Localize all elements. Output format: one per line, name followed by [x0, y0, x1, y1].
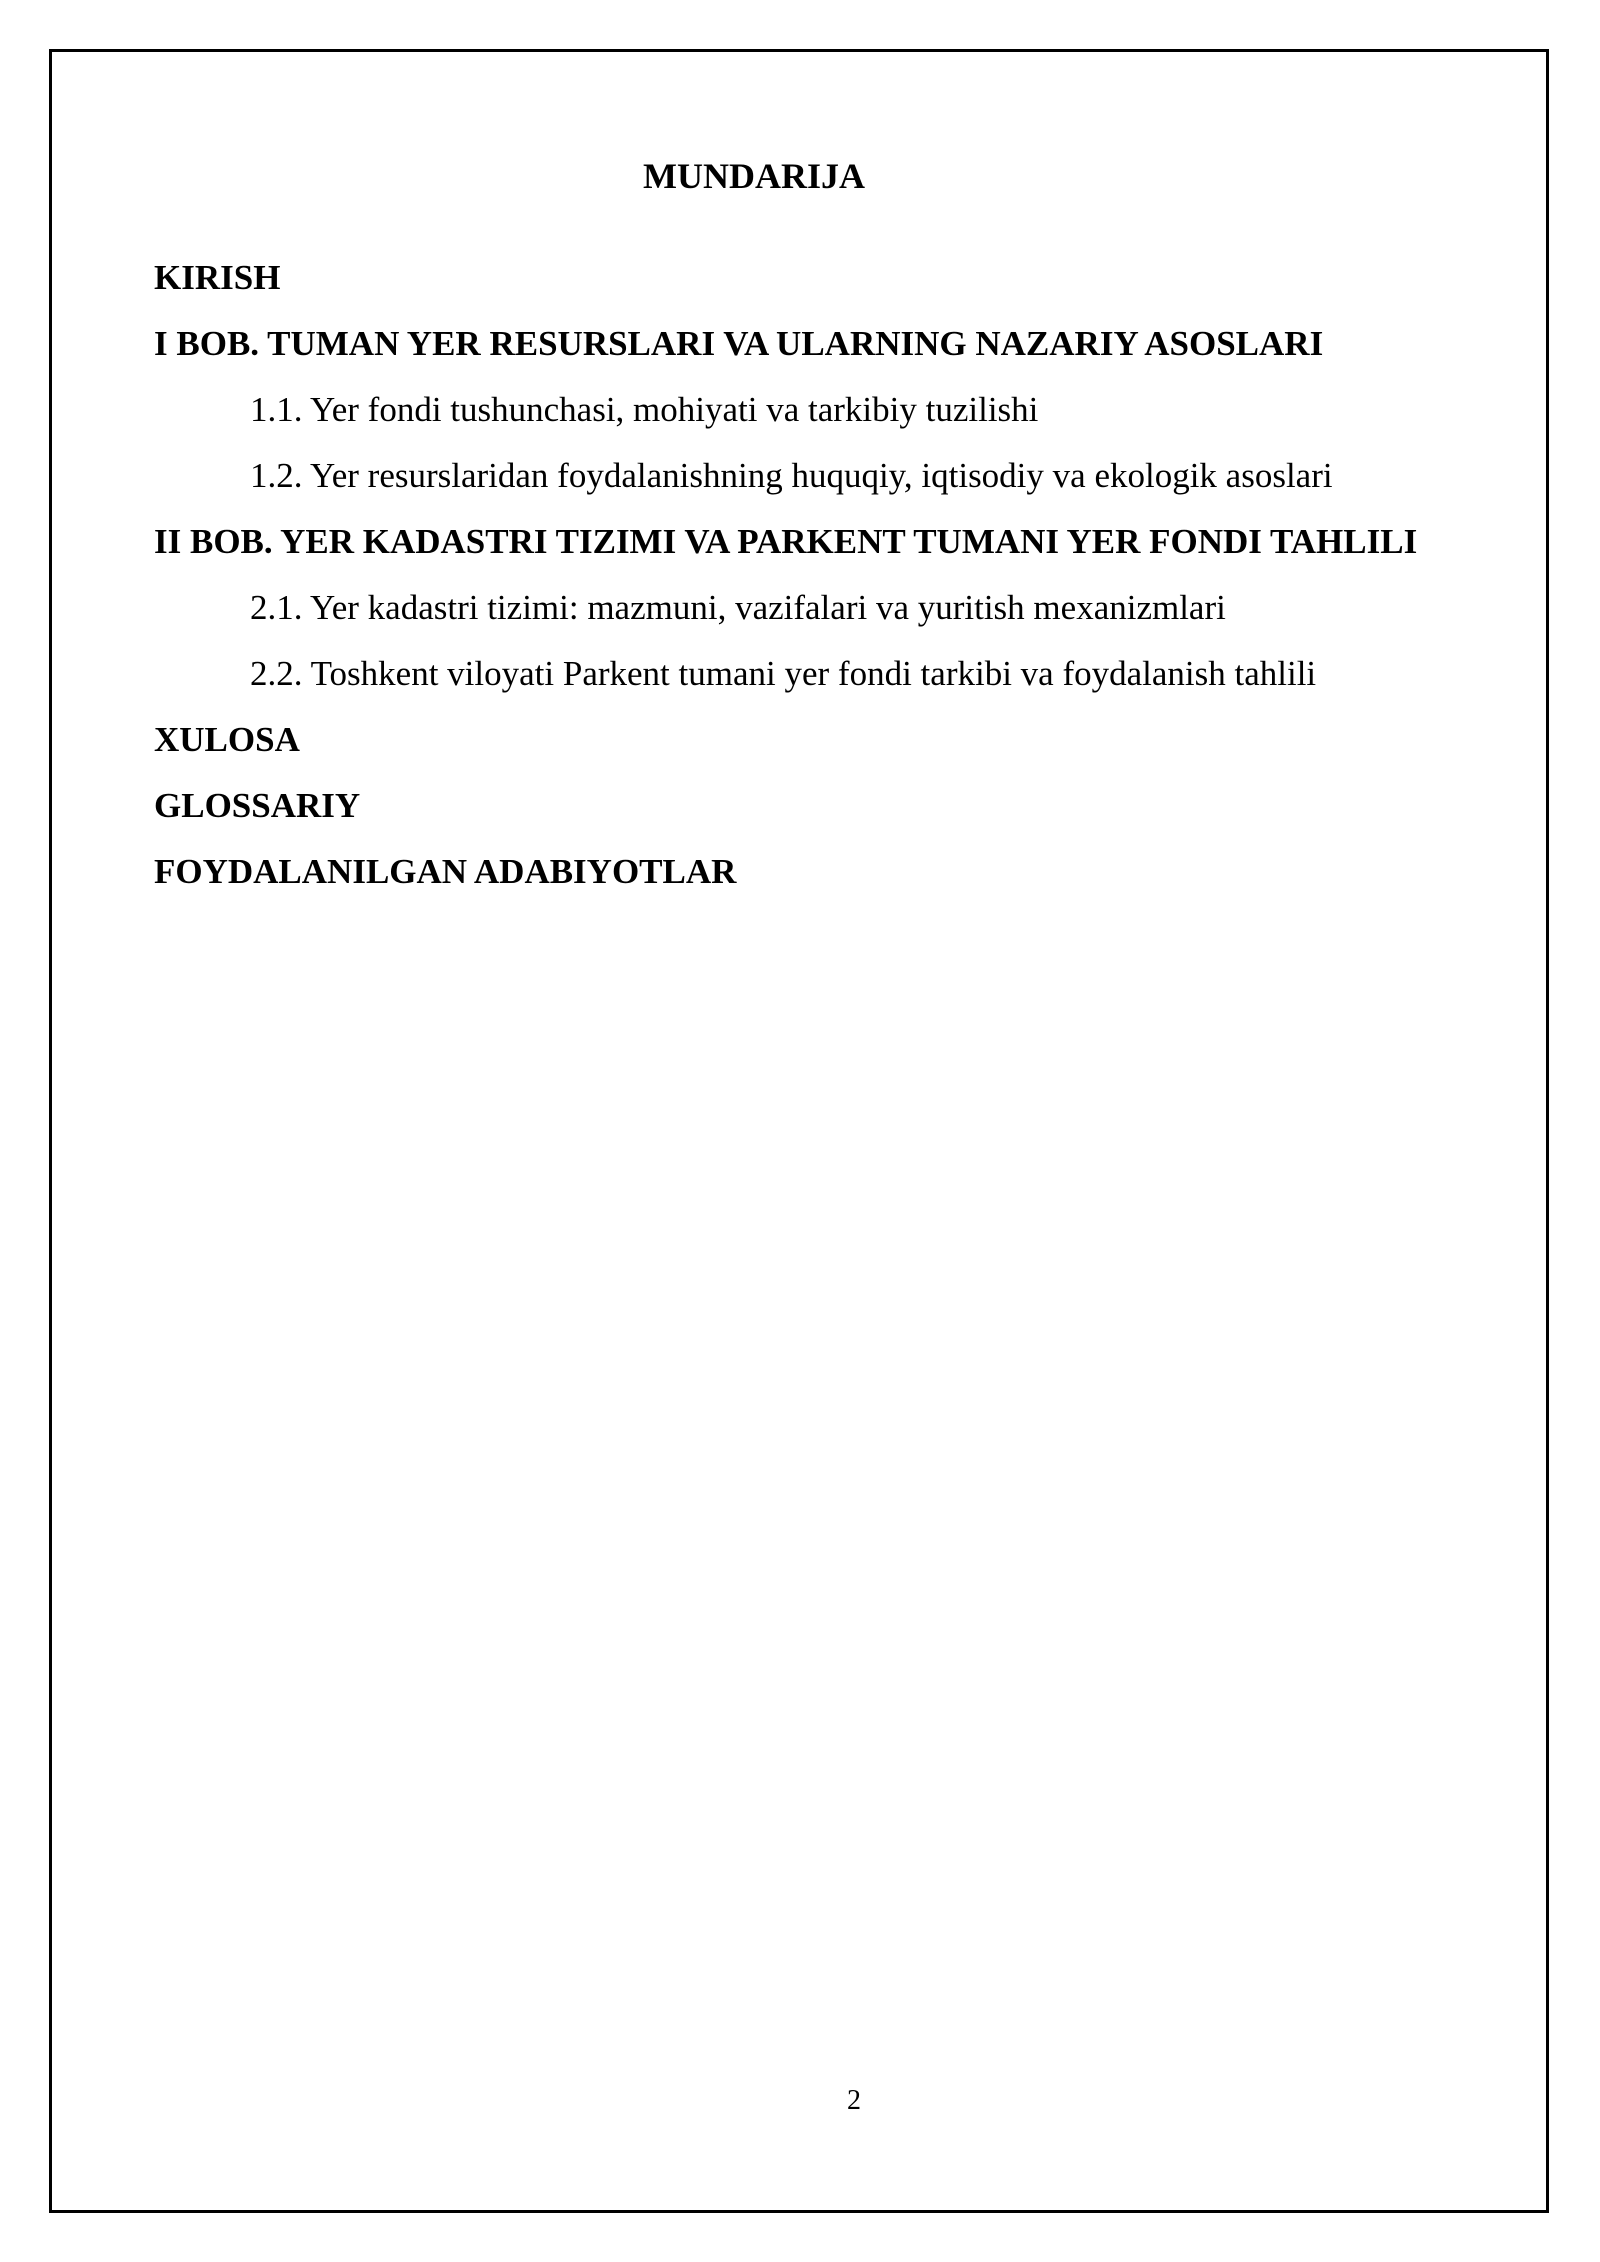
toc-item-section-2-2: 2.2. Toshkent viloyati Parkent tumani yer fondi tarkibi va foydalanish tahlili — [250, 654, 1317, 693]
toc-item-xulosa: XULOSA — [154, 720, 300, 759]
toc-item-kirish: KIRISH — [154, 258, 281, 297]
toc-item-section-2-1: 2.1. Yer kadastri tizimi: mazmuni, vazifalari va yuritish mexanizmlari — [250, 588, 1226, 627]
toc-item-adabiyotlar: FOYDALANILGAN ADABIYOTLAR — [154, 852, 737, 891]
page-title-text: MUNDARIJA — [643, 156, 865, 196]
page-number-text: 2 — [847, 2085, 861, 2116]
toc-item-section-1-2: 1.2. Yer resurslaridan foydalanishning huquqiy, iqtisodiy va ekologik asoslari — [250, 456, 1333, 495]
toc-item-chapter-1: I BOB. TUMAN YER RESURSLARI VA ULARNING NAZARIY ASOSLARI — [154, 324, 1324, 363]
toc-item-chapter-2: II BOB. YER KADASTRI TIZIMI VA PARKENT TUMANI YER FONDI TAHLILI — [154, 522, 1418, 561]
toc-item-section-1-1: 1.1. Yer fondi tushunchasi, mohiyati va tarkibiy tuzilishi — [250, 390, 1039, 429]
table-of-contents — [154, 245, 1474, 905]
page-title — [0, 148, 1400, 204]
page-number — [0, 2083, 1600, 2119]
toc-item-glossariy: GLOSSARIY — [154, 786, 361, 825]
